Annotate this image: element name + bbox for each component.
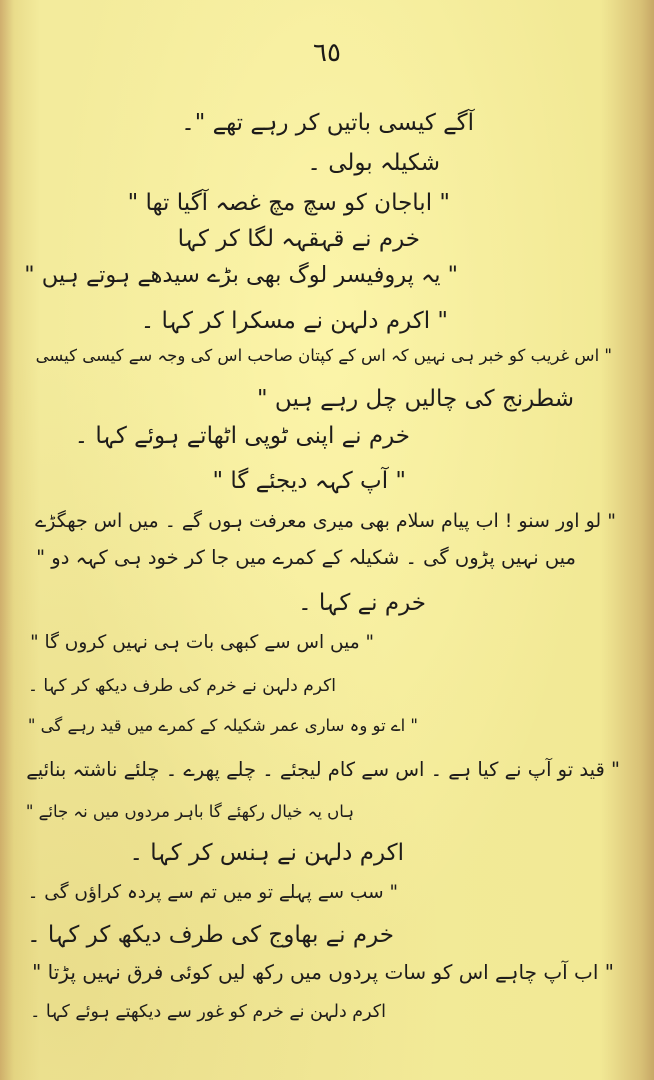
page-number: ٦٥	[313, 38, 341, 68]
text-line: خرم نے اپنی ٹوپی اٹھاتے ہوئے کہا ۔	[74, 423, 410, 449]
text-line: خرم نے قہقہہ لگا کر کہا	[177, 226, 420, 252]
text-line: میں نہیں پڑوں گی ۔ شکیلہ کے کمرے میں جا کر خود ہی کہہ دو "	[36, 546, 576, 569]
text-line: " قید تو آپ نے کیا ہے ۔ اس سے کام لیجئے ۔ چلے پھرے ۔ چلئے ناشتہ بنائیے	[26, 758, 620, 781]
text-line: اکرم دلہن نے ہنس کر کہا ۔	[129, 840, 404, 866]
text-line: " آپ کہہ دیجئے گا "	[212, 468, 406, 494]
text-line: خرم نے بھاوج کی طرف دیکھ کر کہا ۔	[27, 922, 394, 948]
text-line: اکرم دلہن نے خرم کی طرف دیکھ کر کہا ۔	[27, 676, 336, 696]
text-line: " سب سے پہلے تو میں تم سے پردہ کراؤں گی ۔	[27, 882, 398, 903]
text-line: " میں اس سے کبھی بات ہی نہیں کروں گا "	[30, 632, 374, 653]
text-line: ہاں یہ خیال رکھئے گا باہر مردوں میں نہ جائے "	[25, 802, 354, 821]
text-line: اکرم دلہن نے خرم کو غور سے دیکھتے ہوئے کہا ۔	[30, 1002, 386, 1022]
text-line: شطرنج کی چالیں چل رہے ہیں "	[257, 386, 574, 412]
text-line: شکیلہ بولی ۔	[307, 150, 440, 176]
text-line: " اکرم دلہن نے مسکرا کر کہا ۔	[140, 308, 448, 334]
text-line: " اب آپ چاہے اس کو سات پردوں میں رکھ لیں کوئی فرق نہیں پڑتا "	[32, 960, 614, 984]
text-line: " لو اور سنو ! اب پیام سلام بھی میری معرفت ہوں گے ۔ میں اس جھگڑے	[35, 510, 616, 532]
text-line: " اس غریب کو خبر ہی نہیں کہ اس کے کپتان صاحب اس کی وجہ سے کیسی کیسی	[35, 346, 612, 365]
text-line: آگے کیسی باتیں کر رہے تھے "۔	[181, 110, 474, 136]
text-line: " اباجان کو سچ مچ غصہ آگیا تھا "	[127, 190, 450, 216]
text-line: خرم نے کہا ۔	[298, 590, 426, 616]
text-line: " اے تو وہ ساری عمر شکیلہ کے کمرے میں قید رہے گی "	[27, 716, 418, 735]
text-line: " یہ پروفیسر لوگ بھی بڑے سیدھے ہوتے ہیں "	[24, 262, 458, 288]
